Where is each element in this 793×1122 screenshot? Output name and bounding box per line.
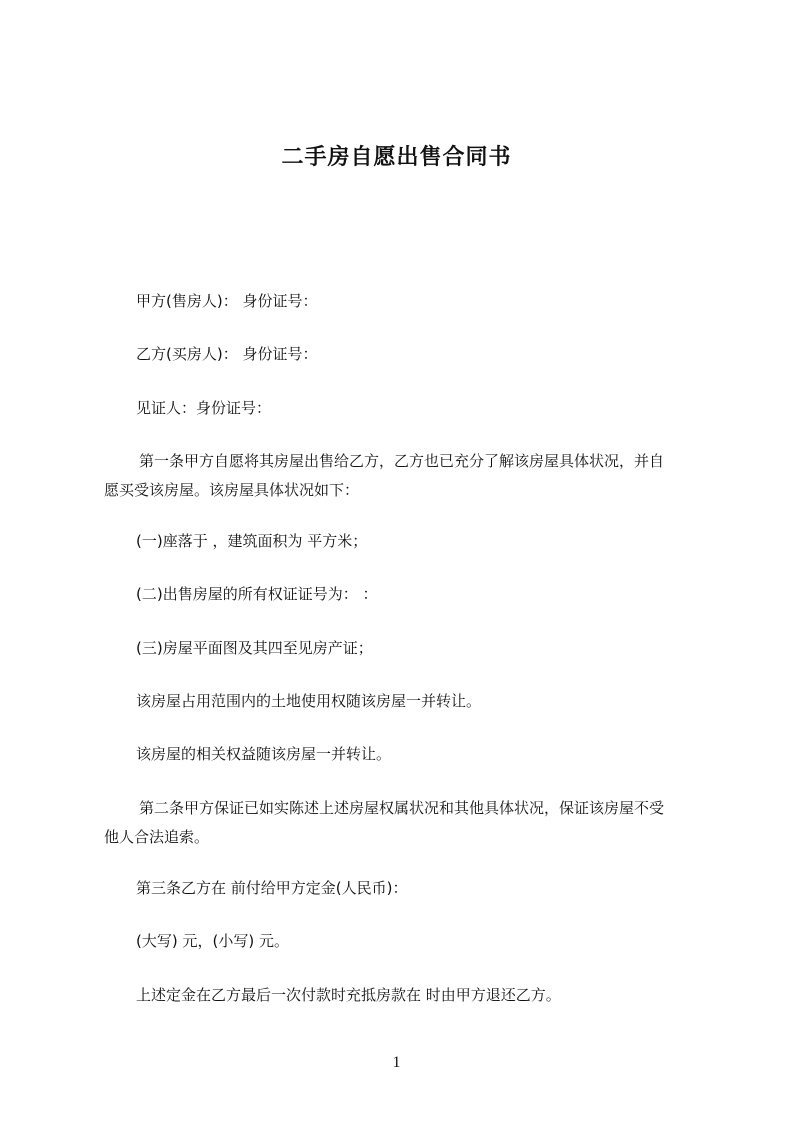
article-1-paragraph [104,447,708,505]
article-2-paragraph [104,794,708,852]
deposit-amount-line: (大写) 元，(小写) 元。 [136,932,289,950]
floor-plan-line: (三)房屋平面图及其四至见房产证； [136,639,373,657]
party-a-line: 甲方(售房人)： 身份证号： [136,292,318,310]
property-location-line: (一)座落于 ，建筑面积为 平方米； [136,532,368,550]
land-use-right-line: 该房屋占用范围内的土地使用权随该房屋一并转让。 [136,692,482,710]
party-b-line: 乙方(买房人)： 身份证号： [136,345,318,363]
related-rights-line: 该房屋的相关权益随该房屋一并转让。 [136,745,392,763]
article-3-line: 第三条乙方在 前付给甲方定金(人民币)： [136,879,408,897]
document-title: 二手房自愿出售合同书 [281,145,512,170]
article-1-line-2: 愿买受该房屋。该房屋具体状况如下： [104,481,360,499]
deposit-refund-line: 上述定金在乙方最后一次付款时充抵房款在 时由甲方退还乙方。 [136,986,561,1004]
article-2-line-2: 他人合法追索。 [104,828,210,846]
ownership-certificate-line: (二)出售房屋的所有权证证号为： ： [136,585,378,603]
page-number: 1 [392,1054,401,1071]
witness-line: 见证人：身份证号： [136,399,272,417]
article-2-line-1: 第二条甲方保证已如实陈述上述房屋权属状况和其他具体状况，保证该房屋不受 [139,799,665,817]
article-1-line-1: 第一条甲方自愿将其房屋出售给乙方，乙方也已充分了解该房屋具体状况，并自 [139,452,665,470]
